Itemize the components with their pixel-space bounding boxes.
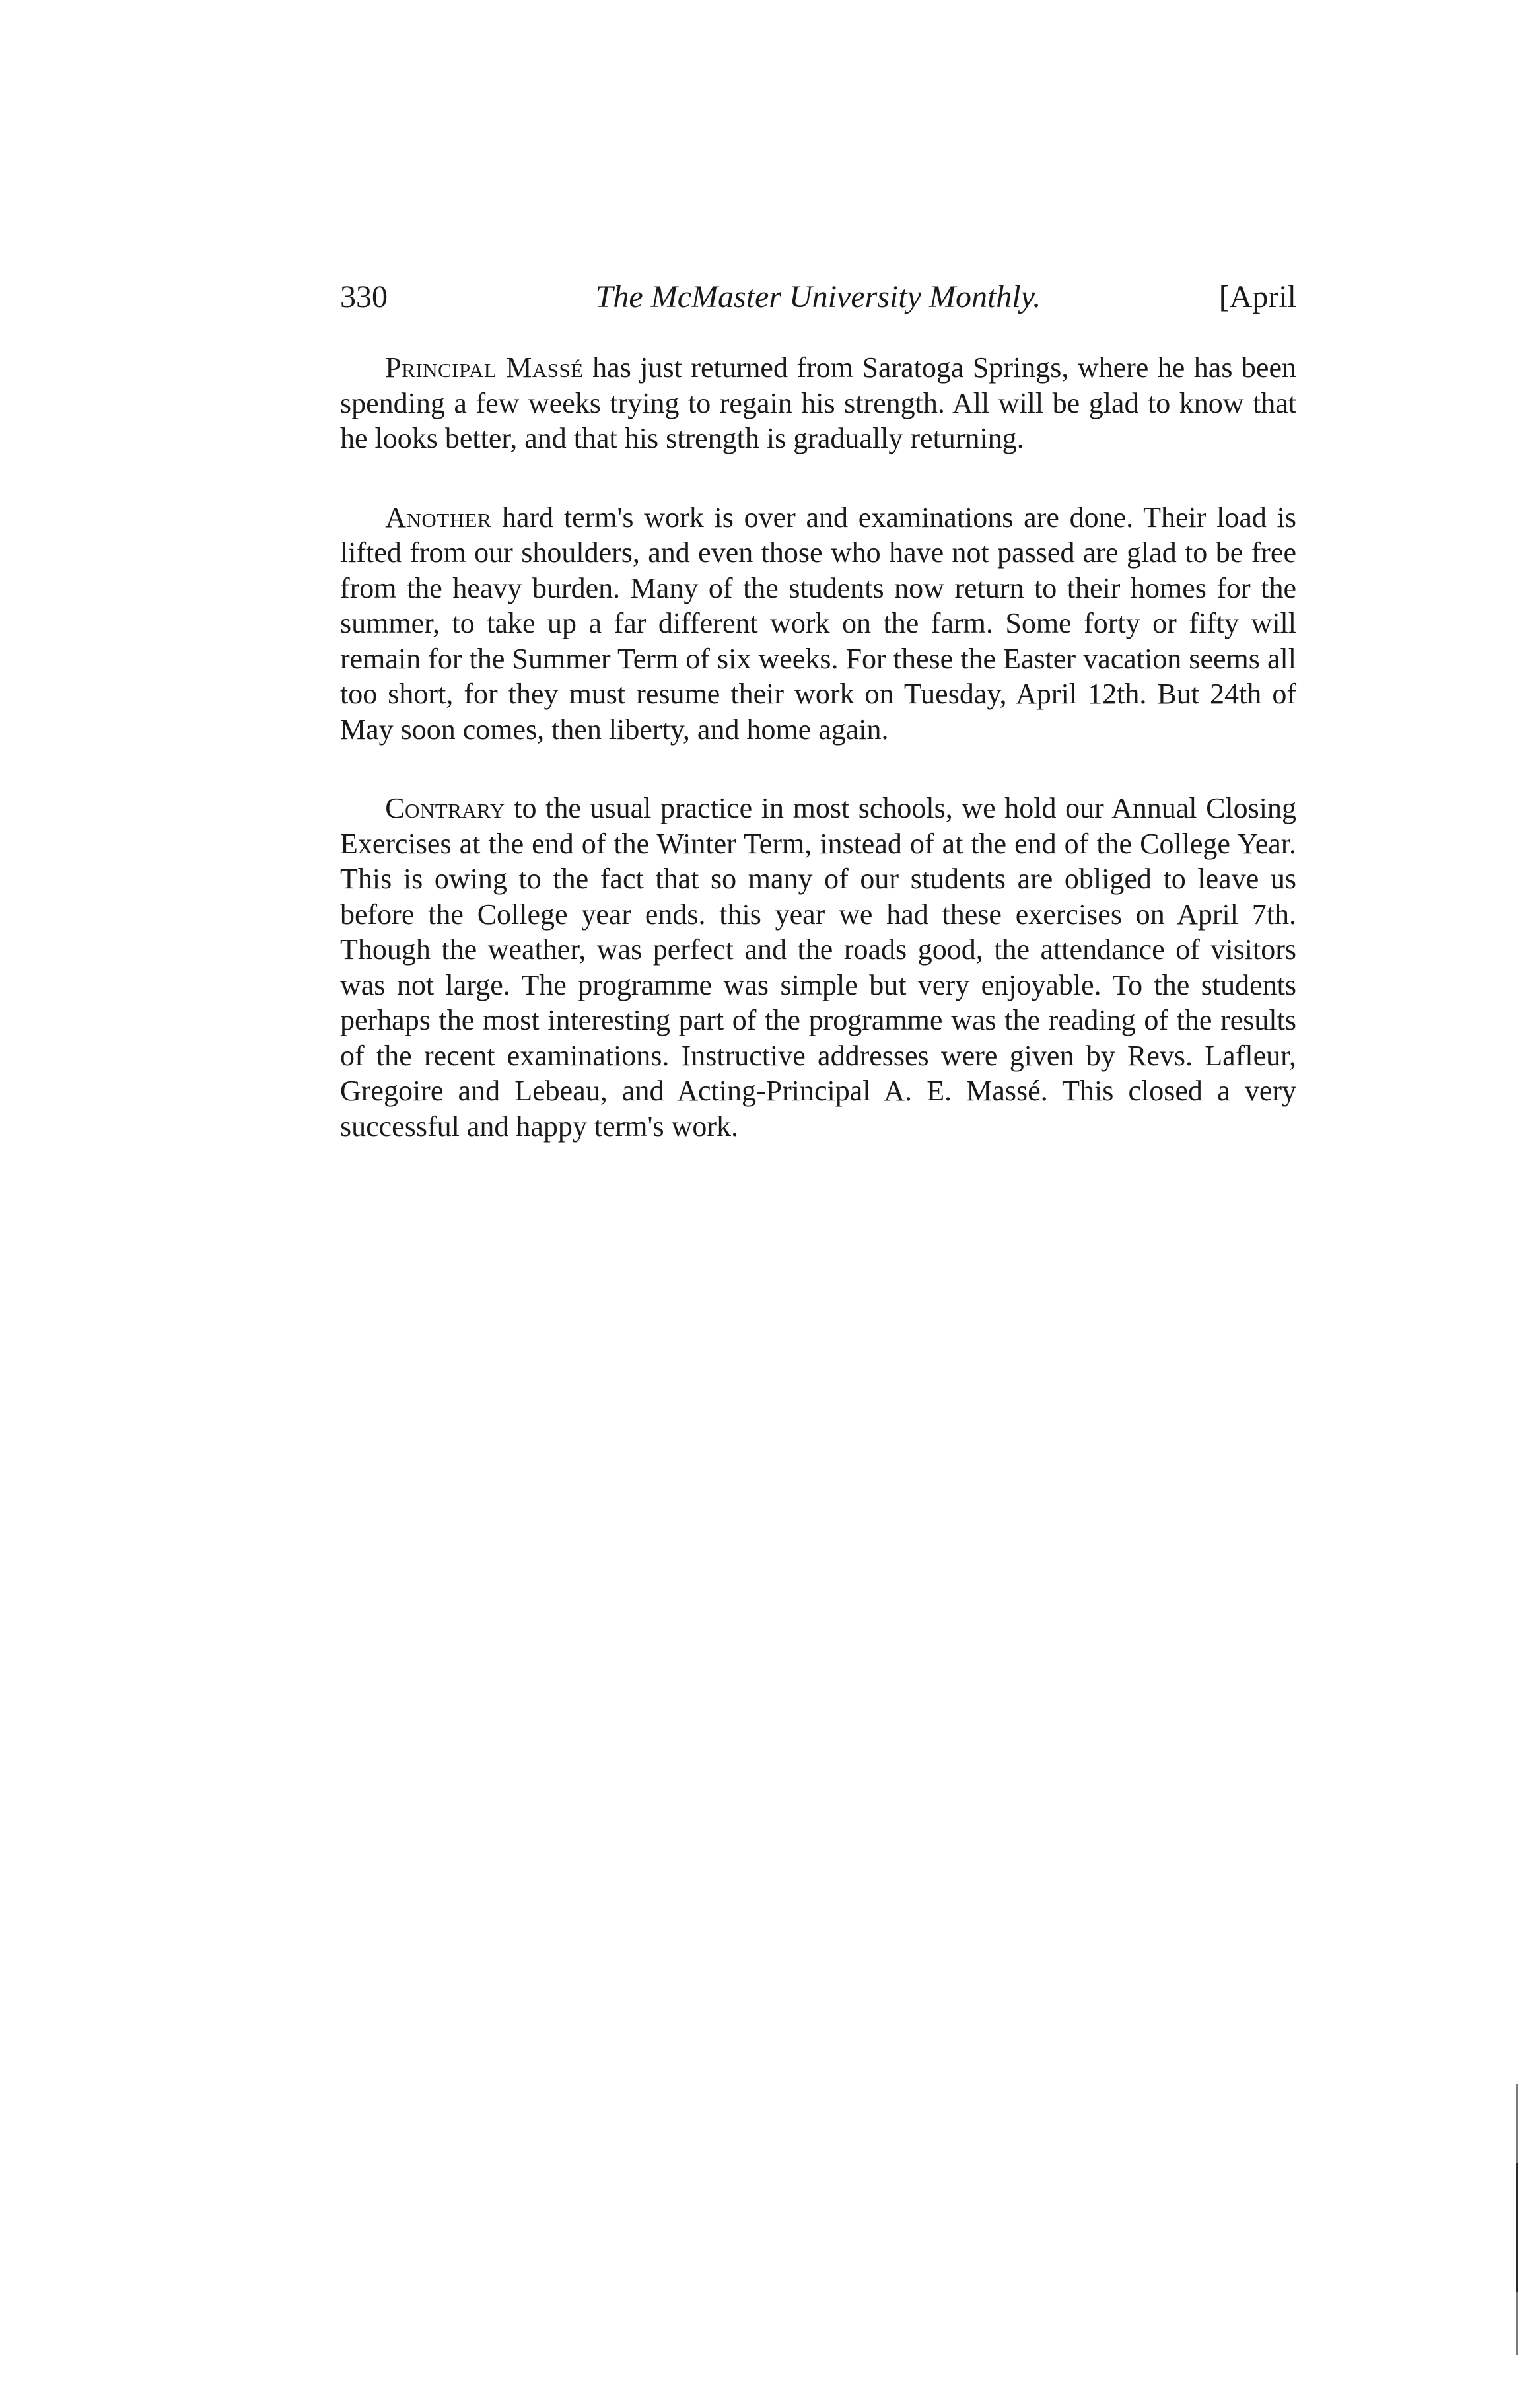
issue-month: [April (1218, 279, 1296, 314)
paragraph-principal-masse (340, 350, 1296, 456)
paragraph-text: to the usual practice in most schools, we hold our Annual Closing Exercises at the end of the Winter Term, instead of at the end of the College Year. This is owing to the fact that so many of our students are obliged to leave us before the College year ends. this year we had these exercises on April 7th. Though the weather, was perfect and the roads good, the attendance of visitors was not large. The programme was simple but very enjoyable. To the students perhaps the most interesting part of the programme was the reading of the results of the recent examinations. Instructive addresses were given by Revs. Lafleur, Gregoire and Lebeau, and Acting-Principal A. E. Massé. This closed a very successful and happy term's work. (340, 792, 1296, 1143)
scan-margin-line (1516, 2084, 1518, 2163)
scan-margin-line (1516, 2292, 1518, 2355)
running-header (340, 279, 1296, 325)
paragraph-closing-exercises (340, 791, 1296, 1144)
page-number: 330 (340, 279, 388, 314)
paragraph-lead: Principal Massé (385, 351, 584, 384)
paragraph-text: has just returned from Saratoga Springs, where he has been spending a few weeks trying to regain his strength. All will be glad to know that he looks better, and that his strength is gradually returning. (340, 351, 1296, 454)
paragraph-term-work (340, 500, 1296, 748)
paragraph-lead: Contrary (385, 792, 505, 824)
paragraph-text: hard term's work is over and examinations are done. Their load is lifted from our shoulders, and even those who have not passed are glad to be free from the heavy burden. Many of the students now return to their homes for the summer, to take up a far different work on the farm. Some forty or fifty will remain for the Summer Term of six weeks. For these the Easter vacation seems all too short, for they must resume their work on Tuesday, April 12th. But 24th of May soon comes, then liberty, and home again. (340, 501, 1296, 746)
journal-title: The McMaster University Monthly. (595, 279, 1041, 314)
scan-margin-line (1516, 2163, 1518, 2292)
paragraph-lead: Another (385, 501, 492, 534)
article-body (340, 350, 1296, 1188)
